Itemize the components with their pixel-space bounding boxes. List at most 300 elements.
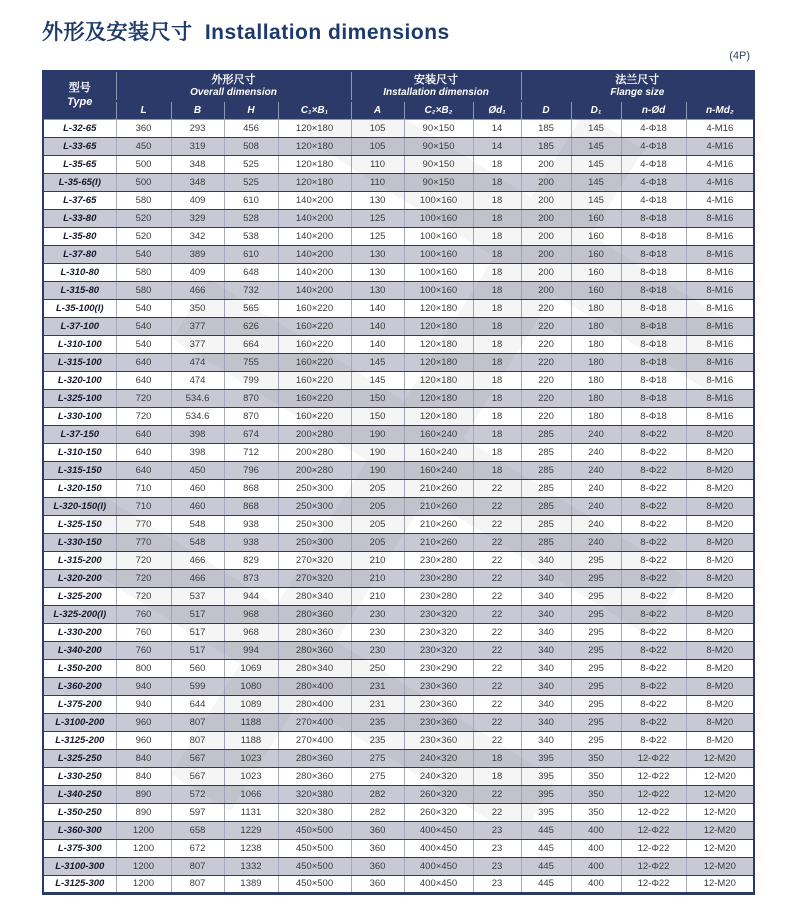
value-cell: 674 [224,425,278,443]
value-cell: 8-Φ18 [621,407,686,425]
type-cell: L-375-200 [43,695,116,713]
value-cell: 120×180 [404,353,473,371]
value-cell: 712 [224,443,278,461]
header-flange-zh: 法兰尺寸 [615,74,660,86]
value-cell: 340 [521,551,571,569]
value-cell: 320×380 [278,803,351,821]
value-cell: 205 [351,479,404,497]
value-cell: 720 [116,551,171,569]
value-cell: 8-Φ18 [621,227,686,245]
value-cell: 395 [521,767,571,785]
value-cell: 1023 [224,749,278,767]
value-cell: 868 [224,497,278,515]
value-cell: 626 [224,317,278,335]
value-cell: 8-Φ22 [621,623,686,641]
value-cell: 23 [473,839,521,857]
value-cell: 8-M20 [686,623,754,641]
value-cell: 275 [351,767,404,785]
header-type-en: Type [67,96,93,109]
type-cell: L-3125-300 [43,875,116,893]
value-cell: 230×320 [404,623,473,641]
type-cell: L-3100-200 [43,713,116,731]
value-cell: 840 [116,767,171,785]
value-cell: 474 [171,353,224,371]
table-row [43,137,754,155]
value-cell: 100×160 [404,263,473,281]
type-cell: L-310-150 [43,443,116,461]
value-cell: 8-M16 [686,227,754,245]
value-cell: 8-M16 [686,407,754,425]
value-cell: 445 [521,839,571,857]
value-cell: 360 [351,857,404,875]
value-cell: 235 [351,731,404,749]
value-cell: 22 [473,479,521,497]
value-cell: 18 [473,299,521,317]
value-cell: 389 [171,245,224,263]
value-cell: 12-Φ22 [621,857,686,875]
value-cell: 12-Φ22 [621,821,686,839]
value-cell: 130 [351,191,404,209]
value-cell: 180 [571,353,621,371]
type-cell: L-325-200 [43,587,116,605]
value-cell: 8-M16 [686,245,754,263]
value-cell: 8-M16 [686,317,754,335]
value-cell: 580 [116,191,171,209]
header-type [43,71,116,119]
value-cell: 230 [351,605,404,623]
value-cell: 8-Φ22 [621,479,686,497]
value-cell: 450×500 [278,821,351,839]
value-cell: 770 [116,533,171,551]
type-cell: L-330-200 [43,623,116,641]
header-installation-en: Installation dimension [383,87,489,98]
value-cell: 525 [224,173,278,191]
value-cell: 1188 [224,713,278,731]
table-row [43,839,754,857]
value-cell: 1200 [116,821,171,839]
value-cell: 270×320 [278,569,351,587]
value-cell: 160×240 [404,425,473,443]
value-cell: 120×180 [404,407,473,425]
value-cell: 4-M16 [686,137,754,155]
value-cell: 8-Φ22 [621,515,686,533]
value-cell: 340 [521,731,571,749]
value-cell: 22 [473,785,521,803]
value-cell: 938 [224,515,278,533]
type-cell: L-315-150 [43,461,116,479]
value-cell: 190 [351,461,404,479]
value-cell: 400×450 [404,857,473,875]
value-cell: 240 [571,443,621,461]
value-cell: 18 [473,281,521,299]
value-cell: 210 [351,551,404,569]
value-cell: 8-M20 [686,461,754,479]
value-cell: 4-M16 [686,191,754,209]
value-cell: 340 [521,605,571,623]
value-cell: 525 [224,155,278,173]
value-cell: 14 [473,137,521,155]
value-cell: 890 [116,803,171,821]
value-cell: 22 [473,569,521,587]
table-row [43,443,754,461]
value-cell: 548 [171,515,224,533]
header-col-D1: D₁ [571,101,621,119]
value-cell: 8-Φ22 [621,533,686,551]
value-cell: 940 [116,677,171,695]
value-cell: 450 [171,461,224,479]
value-cell: 340 [521,695,571,713]
value-cell: 12-Φ22 [621,749,686,767]
value-cell: 720 [116,569,171,587]
value-cell: 340 [521,641,571,659]
table-row [43,713,754,731]
page-title-en: Installation dimensions [204,21,450,44]
value-cell: 648 [224,263,278,281]
value-cell: 873 [224,569,278,587]
value-cell: 400×450 [404,839,473,857]
value-cell: 120×180 [278,119,351,137]
value-cell: 8-M20 [686,641,754,659]
value-cell: 18 [473,443,521,461]
type-cell: L-320-200 [43,569,116,587]
value-cell: 190 [351,443,404,461]
value-cell: 130 [351,263,404,281]
table-row [43,479,754,497]
type-cell: L-315-200 [43,551,116,569]
value-cell: 230×360 [404,695,473,713]
value-cell: 14 [473,119,521,137]
value-cell: 567 [171,767,224,785]
type-cell: L-315-100 [43,353,116,371]
value-cell: 295 [571,659,621,677]
value-cell: 8-M16 [686,209,754,227]
value-cell: 8-Φ22 [621,461,686,479]
value-cell: 8-Φ22 [621,677,686,695]
value-cell: 110 [351,155,404,173]
header-col-B: B [171,101,224,119]
value-cell: 205 [351,533,404,551]
type-cell: L-350-250 [43,803,116,821]
value-cell: 22 [473,515,521,533]
value-cell: 8-M20 [686,677,754,695]
table-row [43,767,754,785]
value-cell: 22 [473,551,521,569]
value-cell: 293 [171,119,224,137]
value-cell: 807 [171,731,224,749]
value-cell: 12-M20 [686,821,754,839]
value-cell: 280×360 [278,623,351,641]
value-cell: 231 [351,677,404,695]
type-cell: L-325-200(I) [43,605,116,623]
value-cell: 160×240 [404,461,473,479]
value-cell: 200 [521,155,571,173]
value-cell: 1200 [116,857,171,875]
value-cell: 22 [473,641,521,659]
table-row [43,677,754,695]
value-cell: 342 [171,227,224,245]
value-cell: 610 [224,245,278,263]
value-cell: 282 [351,803,404,821]
table-row [43,731,754,749]
value-cell: 12-Φ22 [621,785,686,803]
value-cell: 23 [473,875,521,893]
value-cell: 340 [521,713,571,731]
value-cell: 22 [473,803,521,821]
header-installation-zh: 安装尺寸 [414,74,459,86]
value-cell: 8-M20 [686,659,754,677]
value-cell: 18 [473,209,521,227]
value-cell: 22 [473,731,521,749]
value-cell: 520 [116,209,171,227]
value-cell: 140×200 [278,281,351,299]
value-cell: 540 [116,317,171,335]
value-cell: 220 [521,335,571,353]
value-cell: 160×220 [278,353,351,371]
value-cell: 18 [473,749,521,767]
value-cell: 994 [224,641,278,659]
type-cell: L-330-150 [43,533,116,551]
value-cell: 230×320 [404,641,473,659]
value-cell: 160×220 [278,389,351,407]
value-cell: 799 [224,371,278,389]
value-cell: 280×360 [278,641,351,659]
header-col-nOd: n-Ød [621,101,686,119]
value-cell: 240×320 [404,749,473,767]
value-cell: 400 [571,821,621,839]
value-cell: 450 [116,137,171,155]
type-cell: L-375-300 [43,839,116,857]
value-cell: 1066 [224,785,278,803]
value-cell: 160×220 [278,299,351,317]
header-overall-zh: 外形尺寸 [211,74,256,86]
value-cell: 732 [224,281,278,299]
value-cell: 100×160 [404,281,473,299]
table-row [43,785,754,803]
value-cell: 320×380 [278,785,351,803]
value-cell: 548 [171,533,224,551]
value-cell: 8-M16 [686,281,754,299]
value-cell: 18 [473,155,521,173]
value-cell: 18 [473,191,521,209]
value-cell: 180 [571,389,621,407]
value-cell: 120×180 [404,335,473,353]
value-cell: 4-Φ18 [621,137,686,155]
table-row [43,335,754,353]
type-cell: L-350-200 [43,659,116,677]
value-cell: 8-Φ22 [621,659,686,677]
value-cell: 395 [521,749,571,767]
value-cell: 120×180 [404,299,473,317]
value-cell: 8-M20 [686,713,754,731]
value-cell: 18 [473,245,521,263]
value-cell: 295 [571,623,621,641]
value-cell: 807 [171,713,224,731]
value-cell: 18 [473,371,521,389]
dimensions-table [42,70,755,895]
type-cell: L-3125-200 [43,731,116,749]
value-cell: 870 [224,389,278,407]
value-cell: 105 [351,119,404,137]
value-cell: 968 [224,623,278,641]
value-cell: 230×360 [404,731,473,749]
value-cell: 205 [351,497,404,515]
value-cell: 270×400 [278,731,351,749]
value-cell: 1200 [116,875,171,893]
type-cell: L-330-250 [43,767,116,785]
value-cell: 18 [473,173,521,191]
value-cell: 260×320 [404,785,473,803]
type-cell: L-35-65 [43,155,116,173]
table-row [43,281,754,299]
value-cell: 360 [351,821,404,839]
value-cell: 240 [571,425,621,443]
header-col-L: L [116,101,171,119]
value-cell: 755 [224,353,278,371]
value-cell: 220 [521,389,571,407]
value-cell: 240×320 [404,767,473,785]
value-cell: 538 [224,227,278,245]
table-row [43,803,754,821]
value-cell: 4-Φ18 [621,191,686,209]
value-cell: 295 [571,605,621,623]
table-row [43,227,754,245]
value-cell: 350 [571,767,621,785]
table-row [43,317,754,335]
value-cell: 508 [224,137,278,155]
value-cell: 890 [116,785,171,803]
value-cell: 4-Φ18 [621,173,686,191]
value-cell: 295 [571,641,621,659]
value-cell: 8-M20 [686,425,754,443]
value-cell: 295 [571,587,621,605]
value-cell: 140 [351,335,404,353]
value-cell: 1089 [224,695,278,713]
value-cell: 398 [171,425,224,443]
type-cell: L-340-200 [43,641,116,659]
value-cell: 160 [571,245,621,263]
value-cell: 120×180 [278,137,351,155]
value-cell: 348 [171,173,224,191]
table-body [43,119,754,893]
value-cell: 8-M20 [686,695,754,713]
value-cell: 360 [116,119,171,137]
value-cell: 240 [571,461,621,479]
value-cell: 12-Φ22 [621,803,686,821]
table-row [43,641,754,659]
value-cell: 250×300 [278,515,351,533]
type-cell: L-320-150 [43,479,116,497]
value-cell: 537 [171,587,224,605]
value-cell: 1238 [224,839,278,857]
value-cell: 22 [473,659,521,677]
value-cell: 395 [521,785,571,803]
value-cell: 230×280 [404,569,473,587]
page-title-zh: 外形及安装尺寸 [42,21,193,44]
value-cell: 8-M16 [686,389,754,407]
value-cell: 400 [571,857,621,875]
table-row [43,299,754,317]
value-cell: 145 [571,137,621,155]
table-row [43,587,754,605]
value-cell: 280×400 [278,677,351,695]
table-row [43,515,754,533]
value-cell: 329 [171,209,224,227]
value-cell: 350 [571,749,621,767]
value-cell: 240 [571,515,621,533]
value-cell: 231 [351,695,404,713]
value-cell: 280×400 [278,695,351,713]
value-cell: 8-Φ18 [621,317,686,335]
value-cell: 400×450 [404,821,473,839]
value-cell: 12-M20 [686,785,754,803]
value-cell: 210×260 [404,497,473,515]
value-cell: 120×180 [278,173,351,191]
value-cell: 230×320 [404,605,473,623]
value-cell: 220 [521,353,571,371]
value-cell: 807 [171,857,224,875]
value-cell: 145 [571,191,621,209]
value-cell: 599 [171,677,224,695]
value-cell: 640 [116,443,171,461]
value-cell: 180 [571,335,621,353]
value-cell: 180 [571,317,621,335]
value-cell: 240 [571,497,621,515]
type-cell: L-320-150(I) [43,497,116,515]
value-cell: 285 [521,425,571,443]
value-cell: 100×160 [404,209,473,227]
value-cell: 640 [116,425,171,443]
value-cell: 18 [473,389,521,407]
header-type-zh: 型号 [68,82,91,95]
value-cell: 210 [351,569,404,587]
sub-header-row [43,101,754,119]
table-row [43,749,754,767]
value-cell: 105 [351,137,404,155]
value-cell: 8-Φ22 [621,641,686,659]
table-row [43,821,754,839]
value-cell: 145 [351,353,404,371]
value-cell: 340 [521,569,571,587]
value-cell: 160×220 [278,335,351,353]
value-cell: 400 [571,875,621,893]
value-cell: 8-Φ22 [621,569,686,587]
value-cell: 22 [473,605,521,623]
value-cell: 200 [521,245,571,263]
value-cell: 100×160 [404,227,473,245]
value-cell: 22 [473,695,521,713]
value-cell: 350 [571,785,621,803]
value-cell: 460 [171,497,224,515]
value-cell: 12-M20 [686,875,754,893]
value-cell: 22 [473,713,521,731]
value-cell: 807 [171,875,224,893]
value-cell: 360 [351,839,404,857]
table-row [43,425,754,443]
value-cell: 190 [351,425,404,443]
value-cell: 720 [116,407,171,425]
value-cell: 466 [171,551,224,569]
value-cell: 140×200 [278,191,351,209]
value-cell: 220 [521,299,571,317]
value-cell: 4-Φ18 [621,119,686,137]
value-cell: 250 [351,659,404,677]
type-cell: L-360-200 [43,677,116,695]
table-row [43,569,754,587]
value-cell: 275 [351,749,404,767]
value-cell: 185 [521,119,571,137]
value-cell: 220 [521,317,571,335]
value-cell: 22 [473,587,521,605]
